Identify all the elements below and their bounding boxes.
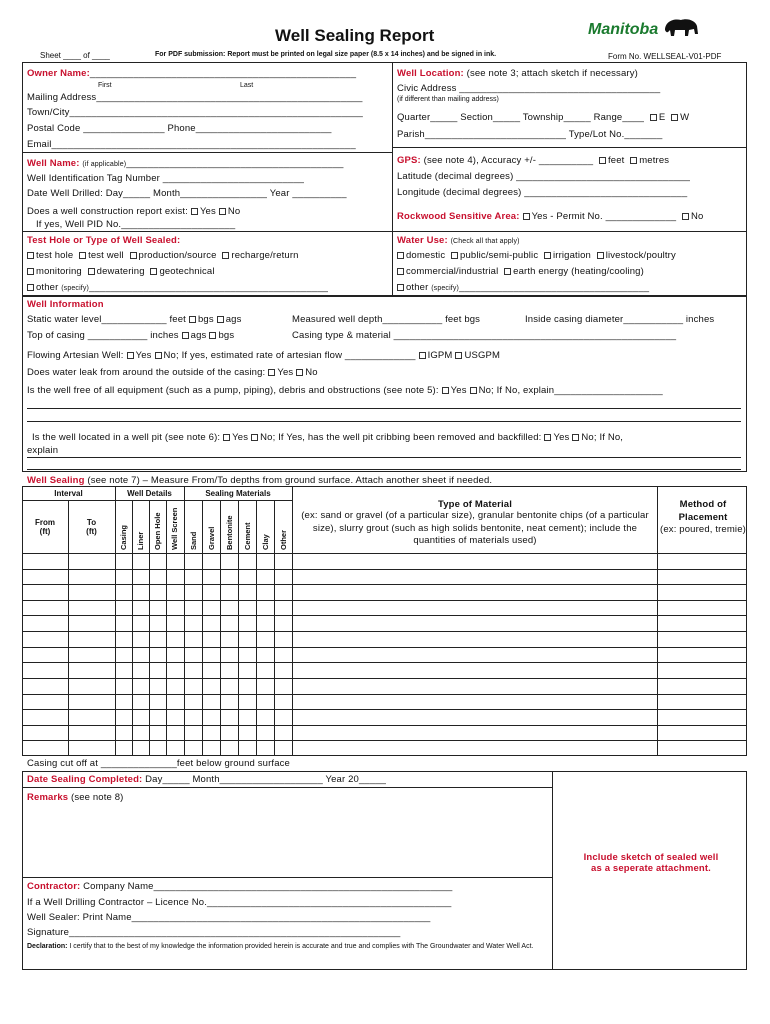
construction-yes-checkbox[interactable]: [191, 208, 198, 215]
test-hole-header: Test Hole or Type of Well Sealed:: [27, 235, 181, 246]
well-sealing-header: Well Sealing (see note 7) – Measure From/To depths from ground surface. Attach another sheet if needed.: [27, 475, 493, 486]
page-title: Well Sealing Report: [275, 26, 435, 45]
casing-leak-field[interactable]: Does water leak from around the outside of the casing: Yes No: [27, 367, 318, 378]
water-use-options-2[interactable]: commercial/industrial earth energy (heating/cooling): [394, 266, 644, 277]
table-row[interactable]: [22, 678, 747, 679]
owner-name-field[interactable]: Owner Name:_________________________________________________: [27, 68, 357, 79]
table-row[interactable]: [22, 725, 747, 726]
manitoba-logo: [588, 16, 701, 39]
sealing-materials-header: Sealing Materials: [205, 489, 271, 498]
east-checkbox[interactable]: [650, 114, 657, 121]
logo-text: Manitoba: [588, 21, 659, 38]
measured-depth-field[interactable]: Measured well depth___________ feet bgs: [292, 314, 481, 325]
well-info-header: Well Information: [27, 299, 104, 310]
gps-field[interactable]: GPS: (see note 4), Accuracy +/- __________ feet metres: [397, 155, 670, 166]
table-row[interactable]: [22, 740, 747, 741]
construction-no-checkbox[interactable]: [219, 208, 226, 215]
gps-metres-checkbox[interactable]: [630, 157, 637, 164]
table-row[interactable]: [22, 647, 747, 648]
to-header: To (ft): [86, 518, 97, 536]
well-location-header: Well Location: (see note 3; attach sketch if necessary): [397, 68, 638, 79]
legal-land-field[interactable]: Quarter_____ Section_____ Township_____ Range____ E W: [397, 112, 690, 123]
interval-header: Interval: [54, 489, 83, 498]
method-header: Method of Placement (ex: poured, tremie): [660, 499, 746, 535]
signature-field[interactable]: Signature_____________________________________________________________: [27, 927, 401, 938]
well-pit-field[interactable]: Is the well located in a well pit (see note 6): Yes No; If Yes, has the well pit cribbing been removed and backfilled: Yes No; If No,: [32, 432, 624, 443]
table-row[interactable]: [22, 631, 747, 632]
email-field[interactable]: Email________________________________________________________: [27, 139, 356, 150]
company-name-field[interactable]: Contractor: Company Name_______________________________________________________: [27, 881, 453, 892]
well-name-field[interactable]: Well Name: (if applicable)________________________________________: [27, 158, 344, 169]
postal-phone-field[interactable]: Postal Code _______________ Phone_________________________: [27, 123, 332, 134]
rockwood-field[interactable]: Rockwood Sensitive Area: Yes - Permit No. _____________ No: [397, 211, 704, 222]
well-details-header: Well Details: [127, 489, 172, 498]
col-well-screen: Well Screen: [170, 507, 179, 550]
sheet-number: Sheet ____ of ____: [40, 51, 110, 60]
date-drilled-field[interactable]: Date Well Drilled: Day_____ Month________________ Year __________: [27, 188, 347, 199]
top-of-casing-field[interactable]: Top of casing ___________ inches ags bgs: [27, 330, 235, 341]
civic-note: (if different than mailing address): [397, 96, 499, 103]
owner-last-label: Last: [240, 82, 254, 89]
table-row[interactable]: [22, 553, 747, 554]
test-hole-other[interactable]: other (specify)____________________________________________: [24, 282, 328, 293]
water-use-other[interactable]: other (specify)___________________________________: [394, 282, 649, 293]
table-row[interactable]: [22, 615, 747, 616]
mailing-address-field[interactable]: Mailing Address_________________________________________________: [27, 92, 363, 103]
col-sand: Sand: [189, 531, 198, 550]
casing-type-field[interactable]: Casing type & material ____________________________________________________: [292, 330, 677, 341]
pdf-note: For PDF submission: Report must be printed on legal size paper (8.5 x 14 inches) and be signed in ink.: [155, 51, 497, 58]
water-use-header: Water Use: (Check all that apply): [397, 235, 520, 246]
civic-address-field[interactable]: Civic Address _____________________________________: [397, 83, 661, 94]
col-gravel: Gravel: [207, 526, 216, 550]
owner-first-label: First: [98, 82, 112, 89]
pid-field[interactable]: If yes, Well PID No._____________________: [36, 219, 236, 230]
bison-icon: [661, 16, 701, 38]
date-completed-field[interactable]: Date Sealing Completed: Day_____ Month___________________ Year 20_____: [27, 774, 387, 785]
inside-diameter-field[interactable]: Inside casing diameter___________ inches: [525, 314, 715, 325]
table-row[interactable]: [22, 662, 747, 663]
explain-label: explain: [27, 445, 59, 456]
col-clay: Clay: [261, 534, 270, 550]
longitude-field[interactable]: Longitude (decimal degrees) ______________________________: [397, 187, 688, 198]
table-row[interactable]: [22, 709, 747, 710]
remarks-field[interactable]: Remarks (see note 8): [27, 792, 124, 803]
form-number: Form No. WELLSEAL-V01-PDF: [608, 52, 722, 61]
water-use-options-1[interactable]: domestic public/semi-public irrigation livestock/poultry: [394, 250, 676, 261]
table-row[interactable]: [22, 600, 747, 601]
col-liner: Liner: [136, 531, 145, 550]
test-hole-options-1[interactable]: test hole test well production/source recharge/return: [24, 250, 299, 261]
col-bentonite: Bentonite: [225, 515, 234, 550]
flowing-artesian-field[interactable]: Flowing Artesian Well: Yes No; If yes, estimated rate of artesian flow _____________ IGPM USGPM: [27, 350, 501, 361]
table-row[interactable]: [22, 694, 747, 695]
table-row[interactable]: [22, 569, 747, 570]
parish-field[interactable]: Parish__________________________ Type/Lot No._______: [397, 129, 663, 140]
rockwood-no-checkbox[interactable]: [682, 213, 689, 220]
col-open-hole: Open Hole: [153, 512, 162, 550]
from-header: From (ft): [35, 518, 55, 536]
col-other: Other: [279, 529, 288, 550]
col-casing: Casing: [119, 524, 128, 550]
latitude-field[interactable]: Latitude (decimal degrees) ________________________________: [397, 171, 691, 182]
tag-number-field[interactable]: Well Identification Tag Number __________________________: [27, 173, 305, 184]
type-of-material-header: Type of Material (ex: sand or gravel (of a particular size), granular bentonite chips (of a particular size), slurry grout (such as high solids bentonite, neat cement); include the quantities of materials used): [301, 499, 649, 546]
town-field[interactable]: Town/City______________________________________________________: [27, 107, 363, 118]
construction-report-field[interactable]: Does a well construction report exist: Yes No: [27, 206, 241, 217]
well-sealer-field[interactable]: Well Sealer: Print Name_______________________________________________________: [27, 912, 431, 923]
equipment-field[interactable]: Is the well free of all equipment (such as a pump, piping), debris and obstructions (see note 5): Yes No; If No, explain____________________: [27, 385, 663, 396]
west-checkbox[interactable]: [671, 114, 678, 121]
licence-field[interactable]: If a Well Drilling Contractor – Licence No._____________________________________________: [27, 897, 452, 908]
test-hole-options-2[interactable]: monitoring dewatering geotechnical: [24, 266, 215, 277]
table-row[interactable]: [22, 584, 747, 585]
casing-cut-field[interactable]: Casing cut off at ______________feet below ground surface: [27, 758, 290, 769]
sketch-note: Include sketch of sealed well as a seperate attachment.: [583, 852, 719, 874]
declaration: Declaration: I certify that to the best of my knowledge the information provided herein is accurate and true and complies with The Groundwater and Water Well Act.: [27, 943, 534, 950]
col-cement: Cement: [243, 522, 252, 550]
rockwood-yes-checkbox[interactable]: [523, 213, 530, 220]
static-level-field[interactable]: Static water level____________ feet bgs ags: [27, 314, 242, 325]
gps-feet-checkbox[interactable]: [599, 157, 606, 164]
